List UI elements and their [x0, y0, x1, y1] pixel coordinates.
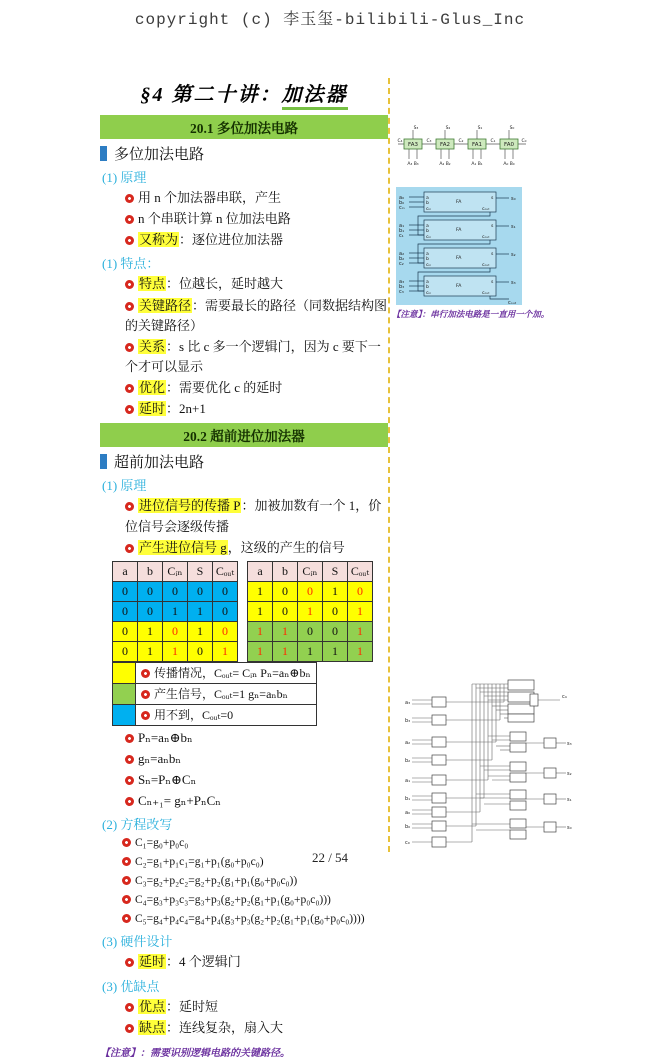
- carry-label: C₄: [397, 139, 403, 144]
- target-bullet-icon: [125, 958, 134, 967]
- truth-cell: 0: [113, 641, 138, 661]
- ext-input-label: b₁: [399, 228, 405, 234]
- truth-cell: 1: [348, 641, 373, 661]
- formula-item: [125, 791, 388, 811]
- table-row: [248, 641, 373, 661]
- ripple-fa-chain-diagram: [396, 124, 528, 173]
- handwritten-note-left: 【注意】：需要识别逻辑电路的关键路径。: [100, 1047, 290, 1059]
- inner-s-label: s: [491, 224, 494, 229]
- list-item: [125, 997, 388, 1017]
- target-bullet-icon: [125, 302, 134, 311]
- cla-input-label: b₃: [405, 718, 411, 724]
- formula-item: [125, 770, 388, 790]
- item-highlight: 延时: [139, 401, 166, 417]
- ext-sum-label: s₃: [511, 280, 516, 286]
- subheading-hardware: (3) 硬件设计: [102, 934, 173, 950]
- list-item: [125, 952, 388, 972]
- fa-unit-label: FA2: [440, 142, 450, 149]
- truth-cell: 1: [323, 641, 348, 661]
- ext-input-label: c₂: [399, 261, 404, 267]
- list-item: [125, 399, 388, 419]
- truth-cell: 1: [138, 641, 163, 661]
- truth-cell: 1: [248, 641, 273, 661]
- input-label: A₂ B₂: [439, 162, 451, 167]
- truth-cell: 0: [113, 601, 138, 621]
- truth-cell: 1: [273, 621, 298, 641]
- col-header: Cₒᵤₜ: [213, 561, 238, 581]
- item-text: ：2n+1: [166, 401, 206, 417]
- ext-input-label: cᵢₙ: [399, 205, 405, 211]
- topic-label: 超前加法电路: [114, 455, 205, 472]
- sum-label: S₂: [445, 126, 451, 131]
- item-text: ：逐位进位加法器: [179, 232, 284, 248]
- target-bullet-icon: [122, 895, 131, 904]
- ext-input-label: c₃: [399, 289, 404, 295]
- cla-output-label: s₂: [567, 771, 572, 777]
- table-header-row: [113, 561, 238, 581]
- cla-output-label: s₃: [567, 741, 572, 747]
- inner-cin-label: cᵢₙ: [426, 263, 432, 268]
- table-row: [113, 641, 238, 661]
- formula-item: [125, 728, 388, 748]
- title-emphasis: 加法器: [282, 84, 348, 110]
- target-bullet-icon: [125, 734, 134, 743]
- table-row: [248, 581, 373, 601]
- truth-cell: 1: [348, 621, 373, 641]
- ext-input-label: a₁: [399, 223, 405, 229]
- equation-text: C₂=g₁+p₁c₁=g₁+p₁(g₀+p₀c₀): [135, 856, 264, 869]
- target-bullet-icon: [141, 711, 150, 720]
- target-bullet-icon: [125, 215, 134, 224]
- truth-cell: 0: [273, 581, 298, 601]
- formula-text: Sₙ=Pₙ⊕Cₙ: [138, 772, 197, 788]
- page-title: [100, 78, 388, 107]
- item-highlight: 产生进位信号 g: [139, 539, 227, 555]
- item-highlight: 特点: [139, 276, 166, 292]
- item-text: ：4 个逻辑门: [166, 954, 241, 970]
- item-text: ：需要最长的路径（同数据结构图的关键路径）: [125, 297, 388, 333]
- list-item: [125, 209, 388, 229]
- topic-label: 多位加法电路: [114, 147, 205, 163]
- formula-text: Pₙ=aₙ⊕bₙ: [138, 729, 193, 745]
- inner-fa-label: FA: [456, 228, 462, 233]
- list-item: [125, 538, 388, 558]
- item-text: ：需要优化 c 的延时: [166, 380, 283, 396]
- truth-cell: 0: [213, 621, 238, 641]
- inner-fa-label: FA: [456, 200, 462, 205]
- truth-cell: 0: [348, 581, 373, 601]
- item-text: ：延时短: [166, 998, 219, 1014]
- target-bullet-icon: [125, 776, 134, 785]
- inner-cout-label: cₒᵤₜ: [482, 263, 490, 268]
- ext-input-label: b₃: [399, 284, 405, 290]
- list-item: [125, 230, 388, 250]
- inner-b-label: b: [426, 229, 429, 234]
- target-bullet-icon: [141, 690, 150, 699]
- section-bar-20-2: 20.2 超前进位加法器: [100, 423, 388, 447]
- carry-label: C₃: [426, 139, 432, 144]
- inner-a-label: a: [426, 252, 429, 257]
- topic-multibit-adder: [100, 143, 388, 164]
- ext-input-label: a₂: [399, 251, 405, 257]
- truth-cell: 0: [213, 601, 238, 621]
- fa-chain-svg: [396, 124, 528, 168]
- col-header: b: [273, 561, 298, 581]
- inner-s-label: s: [491, 196, 494, 201]
- carry-lookahead-gate-diagram: [404, 666, 576, 859]
- equation-item: [122, 873, 388, 891]
- list-item: [125, 496, 388, 536]
- ext-input-label: a₃: [399, 279, 405, 285]
- equation-text: C₄=g₃+p₃c₃=g₃+p₃(g₂+p₂(g₁+p₁(g₀+p₀c₀))): [135, 893, 331, 906]
- table-header-row: [248, 561, 373, 581]
- formula-text: gₙ=aₙbₙ: [138, 750, 181, 766]
- target-bullet-icon: [122, 876, 131, 885]
- truth-table-left: [112, 561, 238, 662]
- inner-fa-label: FA: [456, 256, 462, 261]
- item-highlight: 又称为: [139, 232, 179, 248]
- target-bullet-icon: [125, 1003, 134, 1012]
- ext-sum-label: s₀: [511, 196, 516, 202]
- equation-item: [122, 892, 388, 910]
- final-cout-label: cₒᵤₜ: [508, 300, 517, 305]
- col-header: Cₒᵤₜ: [348, 561, 373, 581]
- inner-b-label: b: [426, 201, 429, 206]
- carry-label: C₁: [490, 139, 496, 144]
- blue-square-icon: [100, 454, 107, 469]
- sum-label: S₀: [509, 126, 515, 131]
- item-text: ：s 比 c 多一个逻辑门，因为 c 要下一个才可以显示: [125, 338, 381, 374]
- truth-cell: 1: [348, 601, 373, 621]
- list-item: [125, 378, 388, 398]
- truth-cell: 1: [213, 641, 238, 661]
- col-header: b: [138, 561, 163, 581]
- page-number: 22 / 54: [311, 850, 349, 865]
- legend-text-cell: [136, 704, 317, 725]
- table-row: [248, 601, 373, 621]
- truth-cell: 1: [248, 601, 273, 621]
- item-text: n 个串联计算 n 位加法电路: [138, 211, 291, 227]
- inner-a-label: a: [426, 196, 429, 201]
- list-item: [125, 1018, 388, 1038]
- handwritten-note-right: 【注意】：串行加法电路是一直用一个加。: [392, 309, 550, 319]
- fa-panel-svg: [396, 187, 522, 305]
- cla-input-label: a₃: [405, 700, 411, 706]
- title-prefix: §4 第二十讲：: [140, 84, 282, 106]
- item-text: ：加被加数有一个 1，价位信号会逐级传播: [125, 498, 382, 534]
- item-text: ，这级的产生的信号: [227, 539, 345, 555]
- inner-cin-label: cᵢₙ: [426, 291, 432, 296]
- list-item: [125, 274, 388, 294]
- cla-input-label: b₀: [405, 824, 411, 830]
- topic-lookahead-adder: [100, 451, 388, 472]
- inner-cin-label: cᵢₙ: [426, 235, 432, 240]
- item-highlight: 关系: [139, 338, 166, 354]
- truth-cell: 0: [163, 621, 188, 641]
- sum-label: S₁: [477, 126, 483, 131]
- inner-cout-label: cₒᵤₜ: [482, 291, 490, 296]
- legend-swatch: [113, 704, 136, 725]
- equation-text: C₁=g₀+p₀c₀: [135, 837, 189, 850]
- subheading-features: (1) 特点：: [102, 256, 160, 272]
- subheading-principle-2: (1) 原理: [102, 478, 147, 494]
- legend-row: [113, 704, 317, 725]
- input-label: A₁ B₁: [471, 162, 483, 167]
- list-item: [125, 337, 388, 377]
- inner-b-label: b: [426, 257, 429, 262]
- cla-input-label: a₀: [405, 810, 411, 816]
- truth-cell: 0: [188, 581, 213, 601]
- ext-input-label: a₀: [399, 195, 405, 201]
- ext-sum-label: s₂: [511, 252, 516, 258]
- item-text: ：位越长，延时越大: [166, 276, 284, 292]
- target-bullet-icon: [125, 797, 134, 806]
- truth-cell: 0: [113, 581, 138, 601]
- ext-sum-label: s₁: [511, 224, 516, 230]
- truth-cell: 0: [273, 601, 298, 621]
- truth-cell: 0: [323, 621, 348, 641]
- target-bullet-icon: [125, 1024, 134, 1033]
- target-bullet-icon: [125, 502, 134, 511]
- truth-cell: 0: [138, 581, 163, 601]
- subheading-rewrite: (2) 方程改写: [102, 817, 173, 833]
- item-highlight: 关键路径: [139, 297, 192, 313]
- cla-output-label: s₁: [567, 797, 572, 803]
- truth-cell: 1: [298, 601, 323, 621]
- truth-table-right: [247, 561, 373, 662]
- truth-cell: 1: [248, 581, 273, 601]
- ext-input-label: b₀: [399, 200, 405, 206]
- truth-cell: 1: [163, 641, 188, 661]
- ext-input-label: c₁: [399, 233, 404, 239]
- target-bullet-icon: [141, 669, 150, 678]
- truth-tables: [112, 561, 388, 662]
- truth-cell: 0: [298, 621, 323, 641]
- equation-item: [122, 911, 388, 929]
- sum-label: S₃: [413, 126, 419, 131]
- table-row: [248, 621, 373, 641]
- truth-cell: 0: [298, 581, 323, 601]
- target-bullet-icon: [125, 755, 134, 764]
- legend-text: 产生信号，Cₒᵤₜ=1 gₙ=aₙbₙ: [154, 687, 288, 702]
- legend-swatch: [113, 683, 136, 704]
- legend-row: [113, 662, 317, 683]
- col-header: a: [113, 561, 138, 581]
- copyright-line: copyright (c) 李玉玺-bilibili-Glus_Inc: [134, 11, 526, 29]
- main-column: [100, 74, 388, 1059]
- input-label: A₃ B₃: [407, 162, 419, 167]
- formula-item: [125, 749, 388, 769]
- item-highlight: 延时: [139, 954, 166, 970]
- col-header: S: [188, 561, 213, 581]
- color-legend: [112, 662, 317, 726]
- legend-text: 用不到，Cₒᵤₜ=0: [154, 708, 234, 723]
- item-highlight: 缺点: [139, 1019, 166, 1035]
- target-bullet-icon: [125, 194, 134, 203]
- ext-input-label: b₂: [399, 256, 405, 262]
- cla-input-label: a₁: [405, 778, 411, 784]
- carry-label: C₀: [521, 139, 527, 144]
- truth-cell: 1: [138, 621, 163, 641]
- legend-text-cell: [136, 683, 317, 704]
- cla-svg: [404, 666, 576, 854]
- truth-cell: 0: [323, 601, 348, 621]
- section-bar-20-1: 20.1 多位加法电路: [100, 115, 388, 139]
- inner-b-label: b: [426, 285, 429, 290]
- input-label: A₀ B₀: [503, 162, 515, 167]
- table-row: [113, 601, 238, 621]
- target-bullet-icon: [125, 343, 134, 352]
- equation-text: C₅=g₄+p₄c₄=g₄+p₄(g₃+p₃(g₂+p₂(g₁+p₁(g₀+p₀c₀)))): [135, 912, 365, 925]
- inner-cout-label: cₒᵤₜ: [482, 207, 490, 212]
- truth-cell: 0: [188, 641, 213, 661]
- list-item: [125, 296, 388, 336]
- table-row: [113, 621, 238, 641]
- item-highlight: 优点: [139, 998, 166, 1014]
- inner-a-label: a: [426, 280, 429, 285]
- target-bullet-icon: [125, 405, 134, 414]
- target-bullet-icon: [125, 544, 134, 553]
- truth-cell: 0: [113, 621, 138, 641]
- inner-a-label: a: [426, 224, 429, 229]
- legend-text-cell: [136, 662, 317, 683]
- truth-cell: 1: [188, 601, 213, 621]
- carry-label: C₂: [458, 139, 464, 144]
- inner-fa-label: FA: [456, 284, 462, 289]
- target-bullet-icon: [125, 236, 134, 245]
- subheading-pros-cons: (3) 优缺点: [102, 978, 160, 994]
- inner-s-label: s: [491, 252, 494, 257]
- cla-output-label: s₀: [567, 825, 572, 831]
- legend-row: [113, 683, 317, 704]
- cla-input-label: c₀: [405, 840, 410, 846]
- truth-cell: 1: [163, 601, 188, 621]
- fa-unit-label: FA3: [408, 142, 418, 149]
- fa-unit-label: FA0: [504, 142, 514, 149]
- col-header: Cᵢₙ: [163, 561, 188, 581]
- truth-cell: 0: [138, 601, 163, 621]
- column-divider: [388, 78, 390, 852]
- item-text: 用 n 个加法器串联，产生: [138, 190, 282, 205]
- list-item: [125, 188, 388, 208]
- table-row: [113, 581, 238, 601]
- item-text: ：连线复杂，扇入大: [166, 1019, 284, 1035]
- cla-input-label: b₂: [405, 758, 411, 764]
- truth-cell: 0: [163, 581, 188, 601]
- truth-cell: 1: [298, 641, 323, 661]
- truth-cell: 1: [273, 641, 298, 661]
- target-bullet-icon: [122, 838, 131, 847]
- item-highlight: 优化: [139, 380, 166, 396]
- legend-text: 传播情况，Cₒᵤₜ= Cᵢₙ Pₙ=aₙ⊕bₙ: [154, 666, 311, 681]
- formula-text: Cₙ₊₁= gₙ+PₙCₙ: [138, 793, 221, 809]
- col-header: a: [248, 561, 273, 581]
- item-highlight: 进位信号的传播 P: [139, 498, 241, 514]
- truth-cell: 0: [213, 581, 238, 601]
- col-header: S: [323, 561, 348, 581]
- legend-swatch: [113, 662, 136, 683]
- stacked-fa-panel-diagram: [396, 187, 522, 310]
- target-bullet-icon: [125, 280, 134, 289]
- inner-cin-label: cᵢₙ: [426, 207, 432, 212]
- fa-unit-label: FA1: [472, 142, 482, 149]
- inner-cout-label: cₒᵤₜ: [482, 235, 490, 240]
- inner-s-label: s: [491, 280, 494, 285]
- truth-cell: 1: [323, 581, 348, 601]
- cla-output-label: c₄: [562, 694, 567, 700]
- target-bullet-icon: [122, 914, 131, 923]
- blue-square-icon: [100, 146, 107, 161]
- equation-text: C₃=g₂+p₂c₂=g₂+p₂(g₁+p₁(g₀+p₀c₀)): [135, 875, 298, 888]
- subheading-principle-1: (1) 原理: [102, 170, 147, 185]
- truth-cell: 1: [248, 621, 273, 641]
- col-header: Cᵢₙ: [298, 561, 323, 581]
- cla-input-label: a₂: [405, 740, 411, 746]
- truth-cell: 1: [188, 621, 213, 641]
- target-bullet-icon: [125, 384, 134, 393]
- cla-input-label: b₁: [405, 796, 411, 802]
